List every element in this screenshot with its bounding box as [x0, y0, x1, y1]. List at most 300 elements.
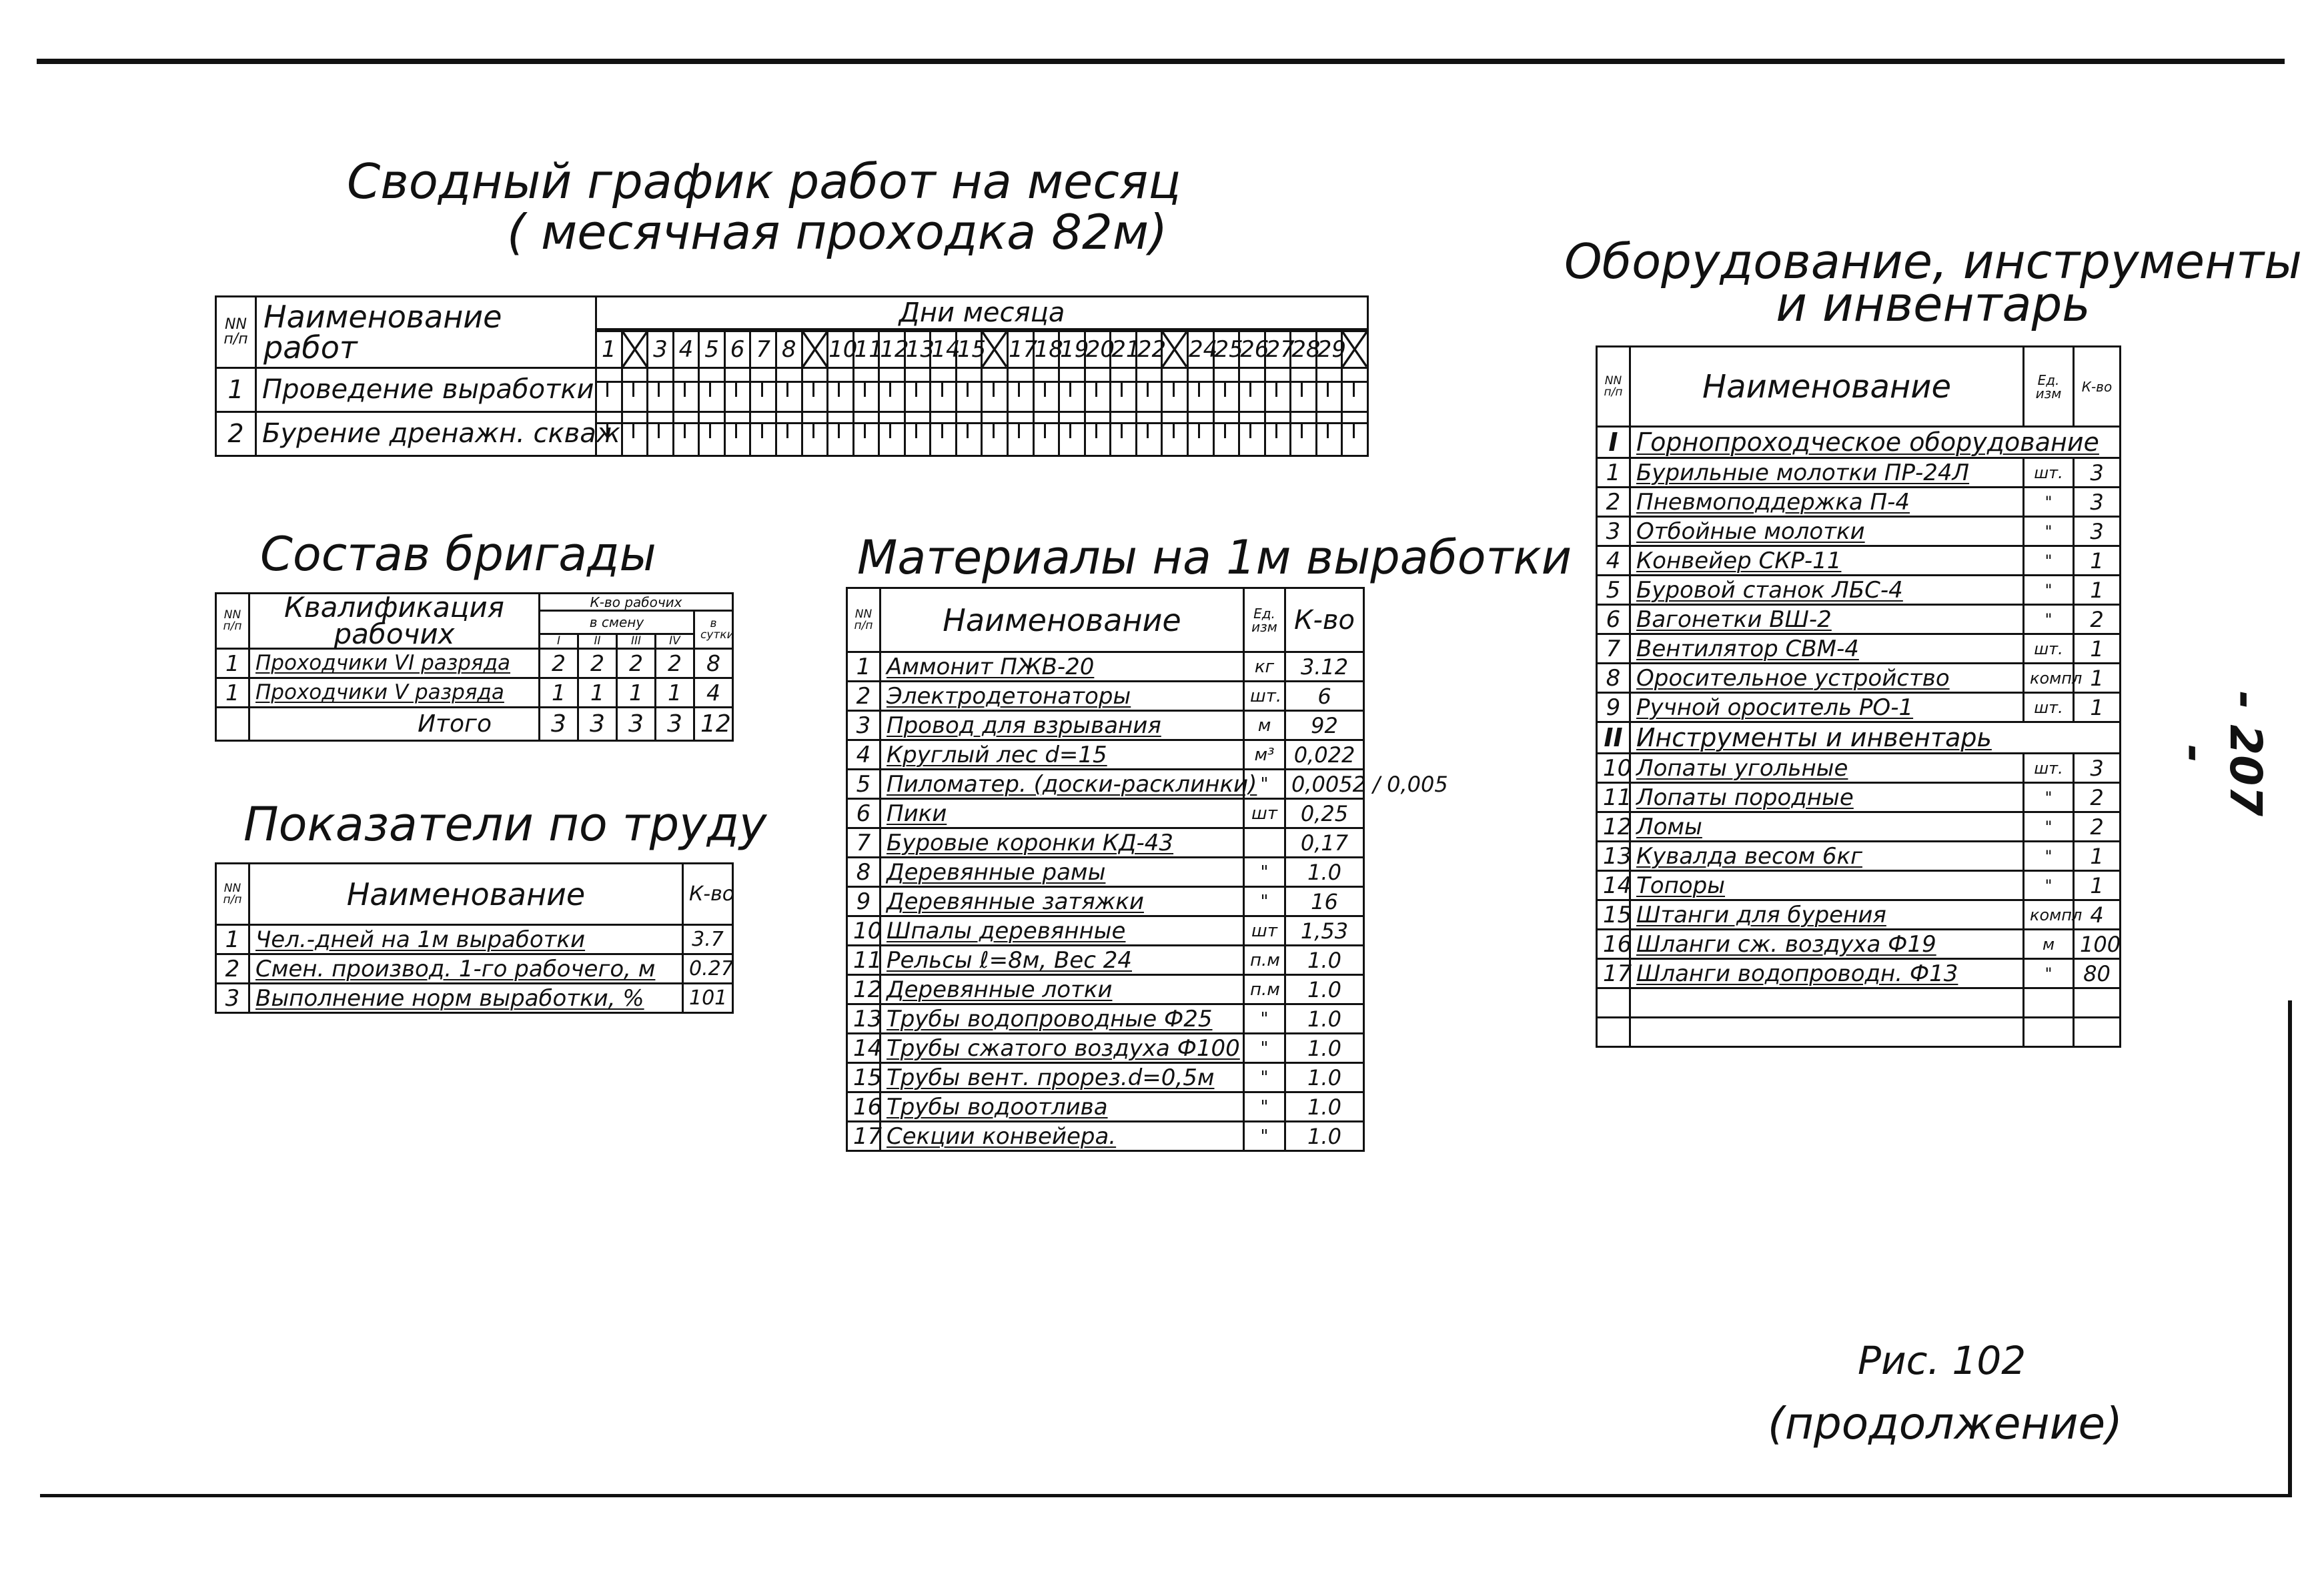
equipment-row-num: 7 — [1597, 634, 1630, 664]
equipment-row-name: Бурильные молотки ПР-24Л — [1630, 458, 2024, 488]
schedule-work-tick — [1095, 422, 1097, 438]
schedule-cell — [956, 412, 982, 456]
schedule-day: 27 — [1265, 330, 1291, 367]
schedule-work-tick — [1301, 422, 1303, 438]
schedule-cell — [776, 412, 802, 456]
schedule-work-bar — [1086, 381, 1110, 383]
schedule-work-tick — [632, 422, 634, 438]
equipment-row-unit: " — [2024, 517, 2074, 546]
materials-row-name: Аммонит ПЖВ-20 — [881, 652, 1244, 682]
equipment-row-qty: 1 — [2074, 693, 2121, 722]
materials-row-unit: " — [1244, 1092, 1285, 1122]
schedule-work-bar — [1111, 422, 1135, 424]
materials-row-num: 13 — [847, 1004, 881, 1034]
schedule-work-bar — [1291, 381, 1315, 383]
schedule-work-tick — [812, 381, 814, 397]
schedule-work-bar — [1009, 422, 1033, 424]
brigade-total-value: 3 — [656, 707, 694, 740]
equipment-section-row — [1597, 427, 2121, 458]
schedule-cell — [1085, 367, 1111, 412]
schedule-work-tick — [1121, 381, 1123, 397]
schedule-cell — [699, 412, 725, 456]
schedule-work-bar — [648, 381, 672, 383]
materials-row-unit: " — [1244, 858, 1285, 887]
top-border — [37, 59, 2285, 64]
equipment-section-num: II — [1597, 722, 1630, 754]
equipment-row-unit: " — [2024, 812, 2074, 842]
day-off-cross-icon — [983, 332, 1007, 367]
brigade-header-qual: Квалификация рабочих — [249, 594, 540, 649]
materials-row-unit: " — [1244, 770, 1285, 799]
schedule-cell — [673, 367, 699, 412]
materials-row-qty: 1,53 — [1285, 916, 1364, 946]
brigade-row-value: 1 — [578, 678, 617, 707]
schedule-work-tick — [1173, 381, 1175, 397]
equipment-row-qty: 3 — [2074, 754, 2121, 783]
equipment-row-qty: 1 — [2074, 842, 2121, 871]
equipment-section-num: I — [1597, 427, 1630, 458]
materials-row-num: 12 — [847, 975, 881, 1004]
schedule-cell — [956, 367, 982, 412]
equipment-row-num: 16 — [1597, 930, 1630, 959]
equipment-title-line2: и инвентарь — [1776, 275, 2091, 332]
equipment-row-name: Штанги для бурения — [1630, 900, 2024, 930]
materials-row-name: Трубы водоотлива — [881, 1092, 1244, 1122]
schedule-work-tick — [889, 422, 891, 438]
schedule-work-bar — [597, 381, 621, 383]
schedule-day: 5 — [699, 330, 725, 367]
labor-row-num: 3 — [216, 984, 249, 1013]
materials-row-name: Трубы вент. прорез.d=0,5м — [881, 1063, 1244, 1092]
materials-row-qty: 1.0 — [1285, 858, 1364, 887]
schedule-cell — [905, 412, 931, 456]
schedule-work-tick — [606, 381, 608, 397]
schedule-cell — [1111, 367, 1137, 412]
schedule-work-tick — [658, 422, 660, 438]
brigade-row — [216, 648, 733, 678]
schedule-work-bar — [700, 381, 724, 383]
schedule-cell — [1187, 412, 1213, 456]
schedule-work-tick — [709, 422, 711, 438]
materials-row — [847, 770, 1364, 799]
materials-row-num: 14 — [847, 1034, 881, 1063]
schedule-work-bar — [1343, 422, 1367, 424]
labor-row-num: 2 — [216, 954, 249, 984]
brigade-header-num: NN п/п — [216, 594, 249, 649]
schedule-work-bar — [828, 381, 852, 383]
equipment-row — [1597, 930, 2121, 959]
materials-row-name: Электродетонаторы — [881, 682, 1244, 711]
schedule-cell — [879, 367, 905, 412]
schedule-cell — [1187, 367, 1213, 412]
schedule-cell — [673, 412, 699, 456]
schedule-work-bar — [623, 422, 647, 424]
equipment-row-name: Ломы — [1630, 812, 2024, 842]
materials-row-num: 10 — [847, 916, 881, 946]
schedule-cell — [776, 367, 802, 412]
schedule-day: 6 — [724, 330, 750, 367]
materials-row-num: 4 — [847, 740, 881, 770]
equipment-row-num: 3 — [1597, 517, 1630, 546]
equipment-row — [1597, 783, 2121, 812]
equipment-header-qty: К-во — [2074, 347, 2121, 427]
schedule-day: 28 — [1291, 330, 1317, 367]
materials-row-num: 17 — [847, 1122, 881, 1151]
schedule-header-days: Дни месяца — [596, 297, 1368, 331]
schedule-day: 3 — [648, 330, 674, 367]
schedule-cell — [596, 367, 622, 412]
equipment-row-qty: 2 — [2074, 605, 2121, 634]
schedule-work-bar — [1266, 422, 1290, 424]
schedule-work-tick — [1353, 381, 1355, 397]
schedule-work-tick — [1198, 422, 1200, 438]
brigade-row-num: 1 — [216, 678, 249, 707]
schedule-work-bar — [931, 381, 955, 383]
equipment-row-num: 15 — [1597, 900, 1630, 930]
schedule-cell — [699, 367, 725, 412]
schedule-work-tick — [1147, 422, 1149, 438]
materials-row-num: 1 — [847, 652, 881, 682]
schedule-cell — [802, 412, 828, 456]
equipment-row-unit: " — [2024, 546, 2074, 576]
schedule-cell — [879, 412, 905, 456]
materials-row-qty: 1.0 — [1285, 1122, 1364, 1151]
equipment-row — [1597, 488, 2121, 517]
materials-row-name: Деревянные рамы — [881, 858, 1244, 887]
labor-title: Показатели по труду — [243, 797, 767, 852]
equipment-row-qty: 100 — [2074, 930, 2121, 959]
labor-row — [216, 925, 733, 954]
equipment-row-num: 14 — [1597, 871, 1630, 900]
equipment-empty-cell — [1597, 988, 1630, 1018]
equipment-title — [1564, 233, 2302, 332]
schedule-day: 29 — [1316, 330, 1342, 367]
equipment-row-name: Отбойные молотки — [1630, 517, 2024, 546]
equipment-empty-cell — [2024, 988, 2074, 1018]
equipment-row-qty: 1 — [2074, 546, 2121, 576]
schedule-day: 24 — [1187, 330, 1213, 367]
equipment-row-num: 9 — [1597, 693, 1630, 722]
schedule-work-tick — [761, 381, 763, 397]
schedule-cell — [1033, 367, 1059, 412]
schedule-work-bar — [1343, 381, 1367, 383]
schedule-cell — [1265, 412, 1291, 456]
schedule-work-bar — [1215, 422, 1239, 424]
day-off-cross-icon — [1163, 332, 1187, 367]
bottom-border — [40, 1494, 2291, 1497]
schedule-cell — [1239, 412, 1265, 456]
schedule-day: 26 — [1239, 330, 1265, 367]
schedule-cell — [1316, 367, 1342, 412]
materials-row-name: Деревянные затяжки — [881, 887, 1244, 916]
schedule-day: 8 — [776, 330, 802, 367]
schedule-cell — [828, 412, 854, 456]
equipment-header-unit: Ед. изм — [2024, 347, 2074, 427]
schedule-work-bar — [1189, 422, 1213, 424]
schedule-work-bar — [726, 381, 750, 383]
brigade-title: Состав бригады — [260, 527, 656, 582]
schedule-work-tick — [1121, 422, 1123, 438]
day-off-cross-icon — [1343, 332, 1367, 367]
equipment-row — [1597, 871, 2121, 900]
schedule-work-bar — [1291, 422, 1315, 424]
materials-row — [847, 652, 1364, 682]
equipment-row-unit: " — [2024, 959, 2074, 988]
equipment-table — [1596, 345, 2121, 1048]
schedule-work-tick — [1275, 422, 1277, 438]
brigade-row-value: 2 — [578, 648, 617, 678]
schedule-work-bar — [1240, 422, 1264, 424]
schedule-day-off — [982, 330, 1008, 367]
equipment-row — [1597, 693, 2121, 722]
schedule-cell — [724, 367, 750, 412]
schedule-header-num: NN п/п — [216, 297, 256, 368]
brigade-total-value: 3 — [617, 707, 656, 740]
materials-row-unit: " — [1244, 1004, 1285, 1034]
brigade-total-row — [216, 707, 733, 740]
materials-row-num: 16 — [847, 1092, 881, 1122]
schedule-day: 11 — [853, 330, 879, 367]
schedule-cell — [750, 412, 776, 456]
materials-row-name: Пики — [881, 799, 1244, 828]
equipment-row — [1597, 605, 2121, 634]
schedule-work-bar — [726, 422, 750, 424]
equipment-row-name: Вентилятор СВМ-4 — [1630, 634, 2024, 664]
schedule-cell — [853, 367, 879, 412]
equipment-row-qty: 2 — [2074, 812, 2121, 842]
materials-row-num: 9 — [847, 887, 881, 916]
labor-row-qty: 101 — [683, 984, 733, 1013]
schedule-work-bar — [751, 381, 775, 383]
equipment-section-title: Инструменты и инвентарь — [1630, 722, 2121, 754]
schedule-work-bar — [983, 422, 1007, 424]
schedule-cell — [1213, 412, 1239, 456]
schedule-day: 1 — [596, 330, 622, 367]
schedule-work-bar — [751, 422, 775, 424]
schedule-work-bar — [623, 381, 647, 383]
schedule-table — [215, 295, 1369, 457]
schedule-work-tick — [632, 381, 634, 397]
schedule-day: 17 — [1008, 330, 1034, 367]
schedule-day: 25 — [1213, 330, 1239, 367]
materials-row-unit: м³ — [1244, 740, 1285, 770]
schedule-work-bar — [1317, 422, 1341, 424]
equipment-row-num: 17 — [1597, 959, 1630, 988]
brigade-header-count: К-во рабочих — [540, 594, 733, 611]
equipment-row-qty: 80 — [2074, 959, 2121, 988]
schedule-day: 14 — [931, 330, 957, 367]
schedule-work-tick — [1224, 381, 1226, 397]
materials-row — [847, 975, 1364, 1004]
schedule-work-bar — [1317, 381, 1341, 383]
schedule-work-tick — [658, 381, 660, 397]
equipment-row-num: 12 — [1597, 812, 1630, 842]
schedule-row — [216, 412, 1368, 456]
equipment-row-name: Конвейер СКР-11 — [1630, 546, 2024, 576]
schedule-day: 22 — [1136, 330, 1162, 367]
schedule-work-tick — [1095, 381, 1097, 397]
equipment-row-name: Лопаты угольные — [1630, 754, 2024, 783]
right-border — [2288, 1000, 2292, 1497]
materials-row-name: Шпалы деревянные — [881, 916, 1244, 946]
schedule-work-tick — [1327, 381, 1329, 397]
equipment-row-qty: 1 — [2074, 664, 2121, 693]
schedule-cell — [1136, 367, 1162, 412]
schedule-work-tick — [1173, 422, 1175, 438]
equipment-row — [1597, 664, 2121, 693]
labor-row — [216, 954, 733, 984]
schedule-work-bar — [597, 422, 621, 424]
equipment-row-name: Ручной ороситель РО-1 — [1630, 693, 2024, 722]
equipment-title-line1: Оборудование, инструменты — [1564, 233, 2302, 289]
schedule-work-tick — [1327, 422, 1329, 438]
materials-row-unit: " — [1244, 1122, 1285, 1151]
equipment-row-qty: 1 — [2074, 634, 2121, 664]
materials-row-unit: шт — [1244, 799, 1285, 828]
equipment-empty-cell — [2074, 1018, 2121, 1047]
schedule-cell — [724, 412, 750, 456]
schedule-cell — [828, 367, 854, 412]
materials-row — [847, 711, 1364, 740]
schedule-cell — [1342, 367, 1368, 412]
schedule-work-bar — [880, 381, 904, 383]
brigade-total-value: 3 — [540, 707, 578, 740]
equipment-row-unit: шт. — [2024, 634, 2074, 664]
day-off-cross-icon — [623, 332, 647, 367]
materials-row-name: Секции конвейера. — [881, 1122, 1244, 1151]
schedule-work-tick — [889, 381, 891, 397]
schedule-work-tick — [864, 381, 866, 397]
equipment-header-num: NN п/п — [1597, 347, 1630, 427]
schedule-work-tick — [735, 381, 737, 397]
schedule-work-tick — [812, 422, 814, 438]
schedule-work-bar — [1060, 381, 1084, 383]
schedule-work-bar — [957, 381, 981, 383]
materials-title: Материалы на 1м выработки — [857, 530, 1572, 585]
schedule-cell — [648, 412, 674, 456]
brigade-table — [215, 592, 734, 742]
equipment-row — [1597, 754, 2121, 783]
materials-row-qty: 0,17 — [1285, 828, 1364, 858]
materials-row — [847, 858, 1364, 887]
schedule-row-num: 2 — [216, 412, 256, 456]
materials-row-qty: 1.0 — [1285, 1034, 1364, 1063]
schedule-row-num: 1 — [216, 367, 256, 412]
schedule-work-bar — [803, 422, 827, 424]
equipment-row-num: 8 — [1597, 664, 1630, 693]
schedule-work-bar — [1266, 381, 1290, 383]
materials-header-unit: Ед. изм — [1244, 588, 1285, 652]
equipment-row-num: 4 — [1597, 546, 1630, 576]
materials-row-num: 8 — [847, 858, 881, 887]
schedule-header-name: Наименование работ — [256, 297, 596, 368]
equipment-row-qty: 3 — [2074, 488, 2121, 517]
schedule-cell — [1008, 412, 1034, 456]
schedule-work-bar — [1137, 422, 1161, 424]
brigade-row-name: Проходчики VI разряда — [249, 648, 540, 678]
brigade-row-value: 1 — [540, 678, 578, 707]
schedule-work-bar — [1137, 381, 1161, 383]
materials-row — [847, 682, 1364, 711]
schedule-day: 21 — [1111, 330, 1137, 367]
materials-row-unit: п.м — [1244, 946, 1285, 975]
materials-row-num: 2 — [847, 682, 881, 711]
labor-table — [215, 862, 734, 1014]
materials-row — [847, 740, 1364, 770]
materials-row-qty: 0,25 — [1285, 799, 1364, 828]
equipment-row-num: 6 — [1597, 605, 1630, 634]
schedule-work-tick — [1018, 422, 1020, 438]
equipment-row-unit: компл — [2024, 900, 2074, 930]
brigade-total-value: 12 — [694, 707, 733, 740]
equipment-header-name: Наименование — [1630, 347, 2024, 427]
equipment-row-unit: шт. — [2024, 693, 2074, 722]
materials-row — [847, 887, 1364, 916]
schedule-work-bar — [854, 381, 879, 383]
schedule-cell — [802, 367, 828, 412]
equipment-row-unit: " — [2024, 842, 2074, 871]
schedule-day: 13 — [905, 330, 931, 367]
schedule-work-bar — [648, 422, 672, 424]
schedule-work-tick — [1018, 381, 1020, 397]
brigade-total-value: 3 — [578, 707, 617, 740]
equipment-row-unit: " — [2024, 783, 2074, 812]
schedule-work-tick — [735, 422, 737, 438]
equipment-row-unit: " — [2024, 576, 2074, 605]
materials-row-name: Трубы водопроводные Ф25 — [881, 1004, 1244, 1034]
schedule-work-tick — [786, 422, 788, 438]
schedule-work-tick — [1069, 381, 1071, 397]
materials-row-qty: 1.0 — [1285, 946, 1364, 975]
schedule-work-bar — [880, 422, 904, 424]
schedule-cell — [1085, 412, 1111, 456]
schedule-work-tick — [1069, 422, 1071, 438]
schedule-work-bar — [1215, 381, 1239, 383]
page-number: - 207 - — [2169, 690, 2271, 817]
schedule-work-bar — [931, 422, 955, 424]
materials-row-unit: кг — [1244, 652, 1285, 682]
schedule-work-tick — [1353, 422, 1355, 438]
materials-row-qty: 6 — [1285, 682, 1364, 711]
equipment-row-name: Кувалда весом 6кг — [1630, 842, 2024, 871]
labor-row-qty: 0.27 — [683, 954, 733, 984]
materials-row-unit: м — [1244, 711, 1285, 740]
schedule-work-bar — [803, 381, 827, 383]
schedule-work-bar — [1240, 381, 1264, 383]
materials-row-name: Пиломатер. (доски-расклинки) — [881, 770, 1244, 799]
schedule-cell — [1291, 412, 1317, 456]
materials-row-name: Рельсы ℓ=8м, Вес 24 — [881, 946, 1244, 975]
equipment-row — [1597, 576, 2121, 605]
schedule-day: 20 — [1085, 330, 1111, 367]
figure-caption: Рис. 102 — [1858, 1338, 2026, 1383]
labor-row-name: Чел.-дней на 1м выработки — [249, 925, 683, 954]
equipment-row — [1597, 546, 2121, 576]
materials-row-qty: 1.0 — [1285, 1063, 1364, 1092]
labor-row-num: 1 — [216, 925, 249, 954]
materials-row-num: 7 — [847, 828, 881, 858]
equipment-empty-row — [1597, 1018, 2121, 1047]
schedule-work-tick — [1044, 381, 1046, 397]
equipment-row-name: Пневмоподдержка П-4 — [1630, 488, 2024, 517]
schedule-cell — [622, 367, 648, 412]
materials-row — [847, 946, 1364, 975]
schedule-work-tick — [1044, 422, 1046, 438]
brigade-row-value: 1 — [656, 678, 694, 707]
materials-row-qty: 1.0 — [1285, 1004, 1364, 1034]
equipment-row — [1597, 634, 2121, 664]
materials-row-name: Трубы сжатого воздуха Ф100 — [881, 1034, 1244, 1063]
